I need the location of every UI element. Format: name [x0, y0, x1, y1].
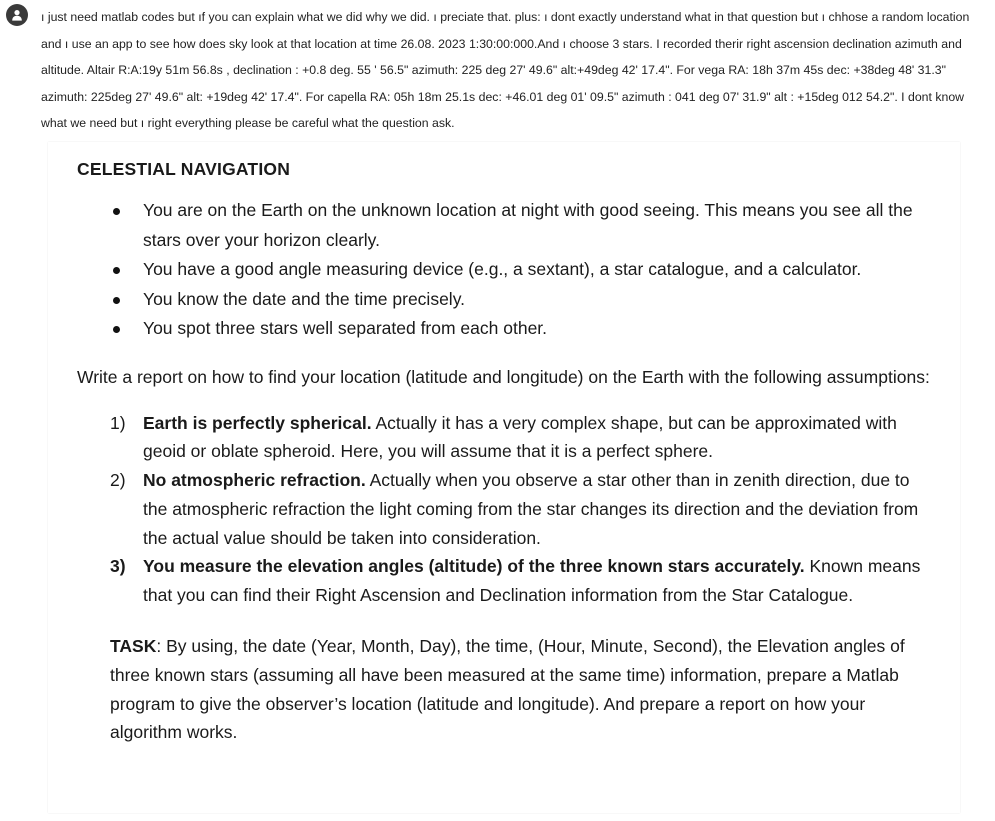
bullet-list [77, 196, 937, 344]
question-document [77, 156, 937, 747]
bullet-icon [113, 326, 120, 333]
assumption-number: 1) [110, 412, 126, 433]
assumption-title: No atmospheric refraction. [143, 470, 366, 491]
user-message-text: ı just need matlab codes but ıf you can explain what we did why we did. ı preciate that. plus: ı dont exactly understand what in that question but ı chhose a random location and ı use an app to see how does sky look at that location at time 26.08. 2023 1:30:00:000.And ı choose 3 stars. I recorded therir right ascension declination azimuth and altitude. Altair R:A:19y 51m 56.8s , declination : +0.8 deg. 55 ' 56.5" azimuth: 225 deg 27' 49.6" alt:+49deg 42' 17.4". For vega RA: 18h 37m 45s dec: +38deg 48' 31.3" azimuth: 225deg 27' 49.6" alt: +19deg 42' 17.4". For capella RA: 05h 18m 25.1s dec: +46.01 deg 01' 09.5" azimuth : 041 deg 07' 31.9" alt : +15deg 012 54.2". I dont know what we need but ı right everything please be careful what the question ask. [41, 10, 970, 131]
document-title: CELESTIAL NAVIGATION [77, 159, 291, 179]
bullet-icon [113, 208, 120, 215]
assumption-title: Earth is perfectly spherical. [143, 412, 372, 433]
bullet-text: You spot three stars well separated from each other. [143, 318, 548, 338]
list-item [77, 196, 937, 255]
question-image [48, 142, 960, 813]
bullet-text: You are on the Earth on the unknown location at night with good seeing. This means you see all the stars over your horizon clearly. [143, 200, 913, 250]
assumption-item [77, 552, 937, 610]
list-item [77, 314, 937, 344]
assumption-title: You measure the elevation angles (altitude) of the three known stars accurately. [143, 556, 805, 577]
list-item [77, 285, 937, 315]
assumption-list [77, 409, 937, 611]
person-icon[interactable] [6, 4, 28, 26]
assumption-number: 2) [110, 470, 126, 491]
bullet-icon [113, 267, 120, 274]
task-label: TASK [110, 636, 157, 657]
assumption-item [77, 466, 937, 552]
assumption-text: Actually it has a very complex shape, but can be approximated with geoid or oblate spheroid. Here, you will assume that it is a perfect sphere. [143, 412, 897, 462]
bullet-text: You have a good angle measuring device (e.g., a sextant), a star catalogue, and a calculator. [143, 259, 862, 279]
list-item [77, 255, 937, 285]
assumption-text: Known means that you can find their Right Ascension and Declination information from the Star Catalogue. [143, 556, 921, 606]
bullet-text: You know the date and the time precisely. [143, 288, 466, 309]
assumption-item [77, 409, 937, 467]
task-text: : By using, the date (Year, Month, Day), the time, (Hour, Minute, Second), the Elevation angles of three known stars (assuming all have been measured at the same time) information, prepare a Matlab program to give the observer’s location (latitude and longitude). And prepare a report on how your algorithm works. [110, 636, 905, 743]
assumption-text: Actually when you observe a star other than in zenith direction, due to the atmospheric refraction the light coming from the star changes its direction and the deviation from the actual value should be taken into consideration. [143, 470, 919, 548]
task-paragraph [110, 632, 932, 747]
intro-paragraph: Write a report on how to find your location (latitude and longitude) on the Earth with the following assumptions: [77, 366, 930, 387]
assumption-number: 3) [110, 556, 126, 577]
user-message [0, 0, 995, 142]
bullet-icon [113, 297, 120, 304]
